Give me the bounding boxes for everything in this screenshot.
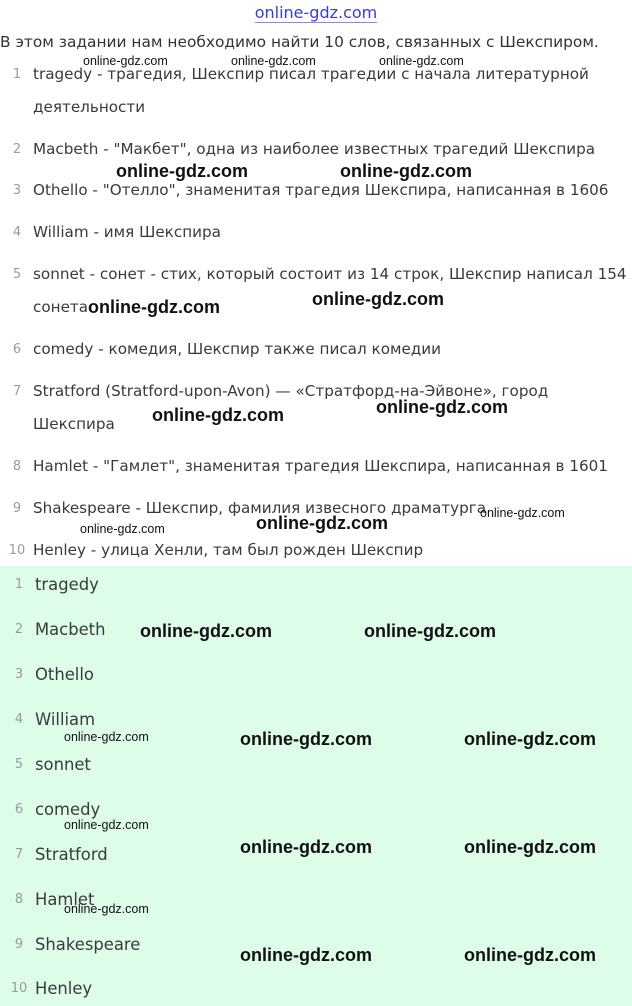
item-number: 1 xyxy=(12,67,22,82)
watermark: online-gdz.com xyxy=(152,405,284,425)
site-link[interactable]: online-gdz.com xyxy=(254,3,378,22)
item-number: 9 xyxy=(12,501,22,516)
item-text: Shakespeare - Шекспир, фамилия извесного драматурга xyxy=(33,499,487,517)
answer-number: 1 xyxy=(14,577,24,592)
answer-number: 4 xyxy=(14,712,24,727)
answer-word: Hamlet xyxy=(35,890,95,909)
item-text: tragedy - трагедия, Шекспир писал трагедии с начала литературной xyxy=(33,65,589,83)
item-text: sonnet - сонет - стих, который состоит из 14 строк, Шекспир написал 154 xyxy=(33,265,627,283)
watermark: online-gdz.com xyxy=(312,289,444,309)
answer-word: Macbeth xyxy=(35,620,106,639)
answer-number: 7 xyxy=(14,847,24,862)
watermark: online-gdz.com xyxy=(64,730,149,744)
item-number: 6 xyxy=(12,342,22,357)
answer-number: 2 xyxy=(14,622,24,637)
item-number: 5 xyxy=(12,267,22,282)
item-number: 2 xyxy=(12,142,22,157)
answer-word: William xyxy=(35,710,96,729)
item-number: 4 xyxy=(12,225,22,240)
item-text-continued: сонета xyxy=(33,298,89,316)
answer-word: comedy xyxy=(35,800,101,819)
watermark: online-gdz.com xyxy=(379,54,464,68)
answer-panel xyxy=(0,566,632,1006)
item-number: 10 xyxy=(8,543,26,558)
item-text-continued: Шекспира xyxy=(33,415,115,433)
item-text: Stratford (Stratford-upon-Avon) — «Стратфорд-на-Эйвоне», город xyxy=(33,382,549,400)
item-text: Macbeth - "Макбет", одна из наиболее известных трагедий Шекспира xyxy=(33,140,596,158)
watermark: online-gdz.com xyxy=(464,945,596,965)
watermark: online-gdz.com xyxy=(340,161,472,181)
task-intro: В этом задании нам необходимо найти 10 слов, связанных с Шекспиром. xyxy=(0,33,599,51)
watermark: online-gdz.com xyxy=(464,729,596,749)
watermark: online-gdz.com xyxy=(116,161,248,181)
item-text: Henley - улица Хенли, там был рожден Шекспир xyxy=(33,541,424,559)
answer-number: 5 xyxy=(14,757,24,772)
answer-word: sonnet xyxy=(35,755,91,774)
item-text: Hamlet - "Гамлет", знаменитая трагедия Шекспира, написанная в 1601 xyxy=(33,457,608,475)
answer-number: 3 xyxy=(14,667,24,682)
watermark: online-gdz.com xyxy=(240,837,372,857)
item-text: William - имя Шекспира xyxy=(33,223,221,241)
watermark: online-gdz.com xyxy=(480,506,565,520)
watermark: online-gdz.com xyxy=(464,837,596,857)
item-text-continued: деятельности xyxy=(33,98,146,116)
watermark: online-gdz.com xyxy=(240,945,372,965)
site-header xyxy=(0,0,632,26)
answer-word: Shakespeare xyxy=(35,935,141,954)
answer-word: Othello xyxy=(35,665,94,684)
answer-number: 10 xyxy=(10,981,28,996)
item-number: 7 xyxy=(12,384,22,399)
item-number: 3 xyxy=(12,183,22,198)
answer-number: 9 xyxy=(14,937,24,952)
watermark: online-gdz.com xyxy=(80,522,165,536)
answer-word: Henley xyxy=(35,979,93,998)
watermark: online-gdz.com xyxy=(256,513,388,533)
watermark: online-gdz.com xyxy=(88,297,220,317)
item-text: comedy - комедия, Шекспир также писал комедии xyxy=(33,340,442,358)
watermark: online-gdz.com xyxy=(376,397,508,417)
answer-word: Stratford xyxy=(35,845,108,864)
watermark: online-gdz.com xyxy=(231,54,316,68)
watermark: online-gdz.com xyxy=(240,729,372,749)
item-text: Othello - "Отелло", знаменитая трагедия Шекспира, написанная в 1606 xyxy=(33,181,609,199)
watermark: online-gdz.com xyxy=(64,818,149,832)
answer-number: 6 xyxy=(14,802,24,817)
watermark: online-gdz.com xyxy=(140,621,272,641)
watermark: online-gdz.com xyxy=(364,621,496,641)
watermark: online-gdz.com xyxy=(64,902,149,916)
item-number: 8 xyxy=(12,459,22,474)
watermark: online-gdz.com xyxy=(83,54,168,68)
answer-number: 8 xyxy=(14,892,24,907)
answer-word: tragedy xyxy=(35,575,99,594)
